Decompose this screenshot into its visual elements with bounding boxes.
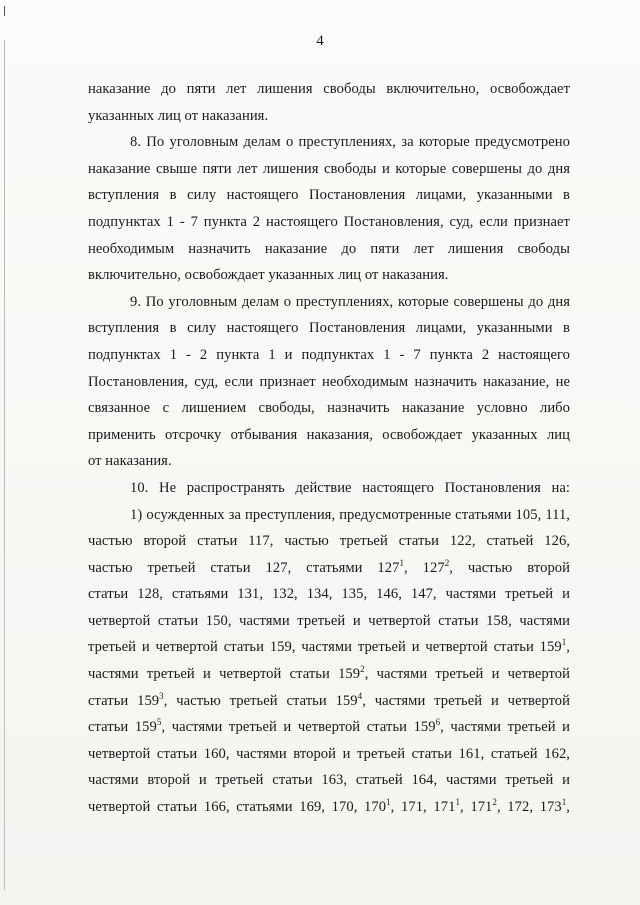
superscript: 2 xyxy=(360,664,365,675)
subparagraph-1-line xyxy=(88,714,570,741)
subparagraph-1-line xyxy=(88,634,570,661)
subparagraph-1-line xyxy=(88,688,570,715)
paragraph-8-line: подпунктах 1 - 7 пункта 2 настоящего Постановления, суд, если признает xyxy=(88,213,570,230)
superscript: 4 xyxy=(357,690,363,701)
paragraph-8-line: наказание свыше пяти лет лишения свободы и которые совершены до дня xyxy=(88,160,570,177)
paragraph-8-line: вступления в силу настоящего Постановления лицами, указанными в xyxy=(88,187,570,204)
superscript: 1 xyxy=(386,797,391,808)
paragraph-9-line: подпунктах 1 - 2 пункта 1 и подпунктах 1 - 7 пункта 2 настоящего xyxy=(88,346,570,363)
superscript: 6 xyxy=(435,717,441,728)
superscript: 1 xyxy=(455,797,460,808)
paragraph-9-line: вступления в силу настоящего Постановления лицами, указанными в xyxy=(88,320,570,337)
text-segment: , частью второй xyxy=(449,559,571,576)
superscript: 5 xyxy=(156,717,162,728)
superscript: 1 xyxy=(399,557,405,568)
superscript: 1 xyxy=(561,637,567,648)
paragraph-9-line: связанное с лишением свободы, назначить наказание условно либо xyxy=(88,400,570,417)
subparagraph-1-line xyxy=(88,555,570,582)
text-segment: третьей и четвертой статьи 159, частями третьей и четвертой статьи 159 xyxy=(88,639,562,656)
subparagraph-1-line: статьи 128, статьями 131, 132, 134, 135, 146, 147, частями третьей и xyxy=(88,586,570,603)
text-segment: , 171, 171 xyxy=(390,799,456,816)
superscript: 2 xyxy=(444,557,450,568)
text-segment: статьи 159 xyxy=(88,692,160,709)
text-line: наказание до пяти лет лишения свободы включительно, освобождает xyxy=(88,81,570,97)
subparagraph-1-line: частями второй и третьей статьи 163, статьей 164, частями третьей и xyxy=(88,772,570,789)
text-segment: , 172, 173 xyxy=(496,799,562,816)
text-segment: , частями третьей и четвертой xyxy=(364,666,570,683)
scan-edge-line xyxy=(4,40,5,890)
subparagraph-1-line xyxy=(88,661,570,688)
paragraph-8-line: включительно, освобождает указанных лиц от наказания. xyxy=(88,267,449,284)
text-segment: , xyxy=(566,799,570,816)
text-segment: четвертой статьи 166, статьями 169, 170, 170 xyxy=(88,799,387,816)
paragraph-8-line: 8. По уголовным делам о преступлениях, за которые предусмотрено xyxy=(130,134,570,151)
superscript: 2 xyxy=(492,797,497,808)
text-segment: , частью третьей статьи 159 xyxy=(163,692,358,709)
subparagraph-1-line: частью второй статьи 117, частью третьей статьи 122, статьей 126, xyxy=(88,533,570,550)
text-line: указанных лиц от наказания. xyxy=(88,107,269,124)
paragraph-9-line: 9. По уголовным делам о преступлениях, которые совершены до дня xyxy=(130,293,570,310)
text-segment: , частями третьей и четвертой xyxy=(362,692,571,709)
superscript: 3 xyxy=(159,690,164,701)
superscript: 1 xyxy=(561,797,567,808)
subparagraph-1-line: четвертой статьи 160, частями второй и третьей статьи 161, статьей 162, xyxy=(88,745,570,762)
page-number: 4 xyxy=(316,33,324,49)
paragraph-9-line: применить отсрочку отбывания наказания, освобождает указанных лиц xyxy=(88,426,570,443)
text-segment: , частями третьей и четвертой статьи 159 xyxy=(161,719,436,736)
scan-artifact xyxy=(4,6,5,16)
text-segment: статьи 159 xyxy=(88,719,157,736)
subparagraph-1-line xyxy=(88,794,570,821)
paragraph-8-line: необходимым назначить наказание до пяти лет лишения свободы xyxy=(88,240,570,257)
paragraph-10-line: 10. Не распространять действие настоящего Постановления на: xyxy=(130,479,570,496)
text-segment: , 127 xyxy=(404,559,445,576)
text-segment: , 171 xyxy=(460,799,493,816)
text-segment: частью третьей статьи 127, статьями 127 xyxy=(88,559,400,576)
subparagraph-1-line: четвертой статьи 150, частями третьей и четвертой статьи 158, частями xyxy=(88,612,570,629)
paragraph-9-line: Постановления, суд, если признает необходимым назначить наказание, не xyxy=(88,373,570,390)
text-segment: , xyxy=(566,639,570,656)
document-body xyxy=(88,76,570,821)
text-segment: частями третьей и четвертой статьи 159 xyxy=(88,666,361,683)
subparagraph-1-line: 1) осужденных за преступления, предусмотренные статьями 105, 111, xyxy=(130,506,570,523)
paragraph-9-line: от наказания. xyxy=(88,453,172,470)
text-segment: , частями третьей и xyxy=(440,719,571,736)
